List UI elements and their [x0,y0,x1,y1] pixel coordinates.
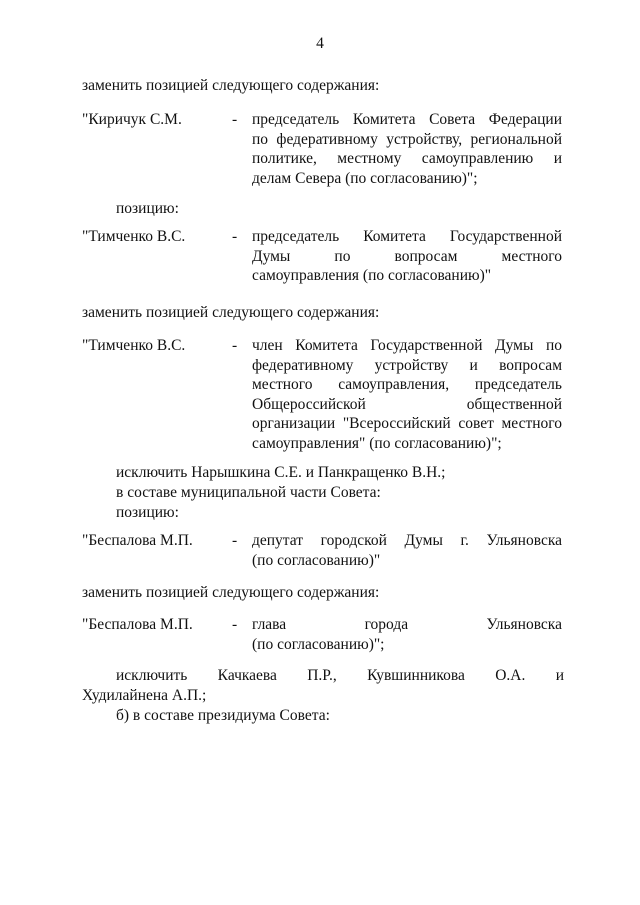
desc-line: местного самоуправления, председатель [252,376,562,393]
desc-line: глава города Ульяновска [252,616,562,633]
exclude-line-2: Худилайнена А.П.; [82,686,207,704]
paragraph-replace-3: заменить позицией следующего содержания: [82,584,380,601]
paragraph-exclude-1: исключить Нарышкина С.Е. и Панкращенко В.Н.; [116,464,446,481]
entry-name: "Беспалова М.П. [82,532,193,549]
desc-line: федеративному устройству и вопросам [252,356,562,374]
paragraph-exclude-2 [82,666,564,705]
desc-line: самоуправления" (по согласованию)"; [252,434,502,452]
desc-line: Общероссийской общественной [252,395,562,413]
entry-description [252,531,562,570]
entry-description [252,336,562,453]
entry-name: "Киричук С.М. [82,111,182,128]
paragraph-position-2: позицию: [116,504,179,521]
page-number: 4 [316,35,324,52]
entry-dash: - [232,532,238,549]
desc-line: (по согласованию)" [252,551,381,569]
entry-name: "Тимченко В.С. [82,337,186,354]
desc-line: делам Севера (по согласованию)"; [252,169,478,187]
entry-description [252,110,562,188]
entry-description [252,615,562,654]
paragraph-municipal-part: в составе муниципальной части Совета: [116,484,381,501]
paragraph-replace-2: заменить позицией следующего содержания: [82,304,380,321]
paragraph-presidium: б) в составе президиума Совета: [116,707,330,724]
entry-dash: - [232,111,238,128]
desc-line: председатель Комитета Государственной [252,228,562,245]
entry-dash: - [232,616,238,633]
desc-line: депутат городской Думы г. Ульяновска [252,532,562,549]
desc-line: Думы по вопросам местного [252,247,562,265]
desc-line: по федеративному устройству, региональной [252,130,562,148]
entry-name: "Тимченко В.С. [82,228,186,245]
paragraph-position-1: позицию: [116,200,179,217]
exclude-line-1: исключить Качкаева П.Р., Кувшинникова О.А. и [116,667,564,684]
desc-line: политике, местному самоуправлению и [252,150,562,167]
entry-dash: - [232,228,238,245]
entry-dash: - [232,337,238,354]
desc-line: (по согласованию)"; [252,635,385,653]
paragraph-replace-1: заменить позицией следующего содержания: [82,77,380,94]
desc-line: организации "Всероссийский совет местного [252,415,562,432]
desc-line: член Комитета Государственной Думы по [252,337,562,354]
entry-description [252,227,562,286]
desc-line: председатель Комитета Совета Федерации [252,111,562,128]
entry-name: "Беспалова М.П. [82,616,193,633]
desc-line: самоуправления (по согласованию)" [252,267,492,284]
